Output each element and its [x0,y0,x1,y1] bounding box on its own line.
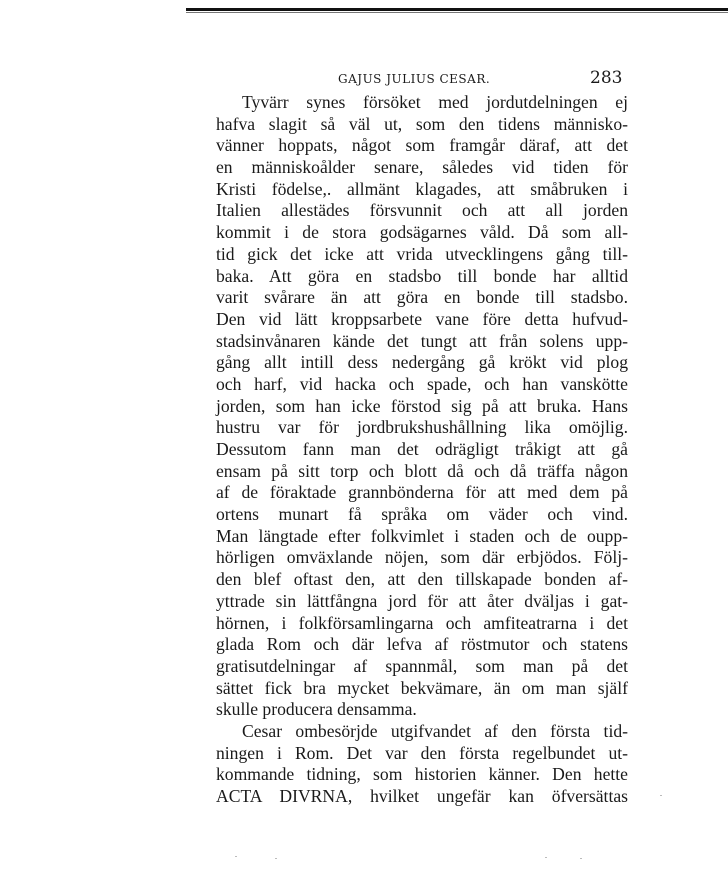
text-line: en människoålder senare, således vid tiden för [216,157,628,178]
text-line: Den vid lätt kroppsarbete vane före detta hufvud- [216,308,628,329]
text-line: hafva slagit så väl ut, som den tidens människo- [216,113,628,134]
text-line: kommit i de stora godsägarnes våld. Då som all- [216,222,628,243]
text-line: tid gick det icke att vrida utvecklingens gång till- [216,243,628,264]
top-rule-shadow [186,12,728,13]
body-text [216,92,628,808]
top-rule [186,8,728,11]
text-line: varit svårare än att göra en bonde till stadsbo. [216,287,628,308]
scan-speck [235,856,237,857]
text-line: hörligen omväxlande nöjen, som där erbjödos. Följ- [216,547,628,568]
text-line: ensam på sitt torp och blott då och då träffa någon [216,460,628,481]
text-line: Italien allestädes försvunnit och att all jorden [216,200,628,221]
text-line: hustru var för jordbrukshushållning lika omöjlig. [216,417,628,438]
page-number: 283 [590,68,623,88]
text-line: ningen i Rom. Det var den första regelbundet ut- [216,742,628,763]
text-line: gratisutdelningar af spannmål, som man på det [216,655,628,676]
text-line: jorden, som han icke förstod sig på att bruka. Hans [216,395,628,416]
scan-speck [275,858,277,859]
scan-speck [660,795,662,796]
text-line: sättet fick bra mycket bekvämare, än om man själf [216,677,628,698]
text-line: vänner hoppats, något som framgår däraf, att det [216,135,628,156]
text-line: Kristi födelse,. allmänt klagades, att småbruken i [216,178,628,199]
text-line: baka. Att göra en stadsbo till bonde har alltid [216,265,628,286]
text-line: och harf, vid hacka och spade, och han vanskötte [216,373,628,394]
scan-speck [580,858,582,859]
text-line: stadsinvånaren kände det tungt att från solens upp- [216,330,628,351]
text-line: kommande tidning, som historien känner. Den hette [216,764,628,785]
text-line: Dessutom fann man det odrägligt tråkigt att gå [216,439,628,459]
text-line: hörnen, i folkförsamlingarna och amfiteatrarna i det [216,612,628,633]
text-line: den blef oftast den, att den tillskapade bonden af- [216,569,628,590]
text-line: skulle producera densamma. [216,699,417,720]
text-line: af de föraktade grannbönderna för att med dem på [216,482,628,503]
text-line: Cesar ombesörjde utgifvandet af den första tid- [242,720,628,741]
text-line: yttrade sin lättfångna jord för att åter dväljas i gat- [216,590,628,611]
running-head: GAJUS JULIUS CESAR. [338,72,491,86]
text-line: ACTA DIVRNA, hvilket ungefär kan öfversättas [216,786,628,806]
text-line: glada Rom och där lefva af röstmutor och statens [216,634,628,655]
text-line: Man längtade efter folkvimlet i staden och de oupp- [216,525,628,546]
text-line: ortens munart få språka om väder och vind. [216,504,628,525]
text-line: Tyvärr synes försöket med jordutdelningen ej [242,92,628,112]
scan-speck [545,857,547,858]
text-line: gång allt intill dess nedergång gå krökt vid plog [216,352,628,373]
